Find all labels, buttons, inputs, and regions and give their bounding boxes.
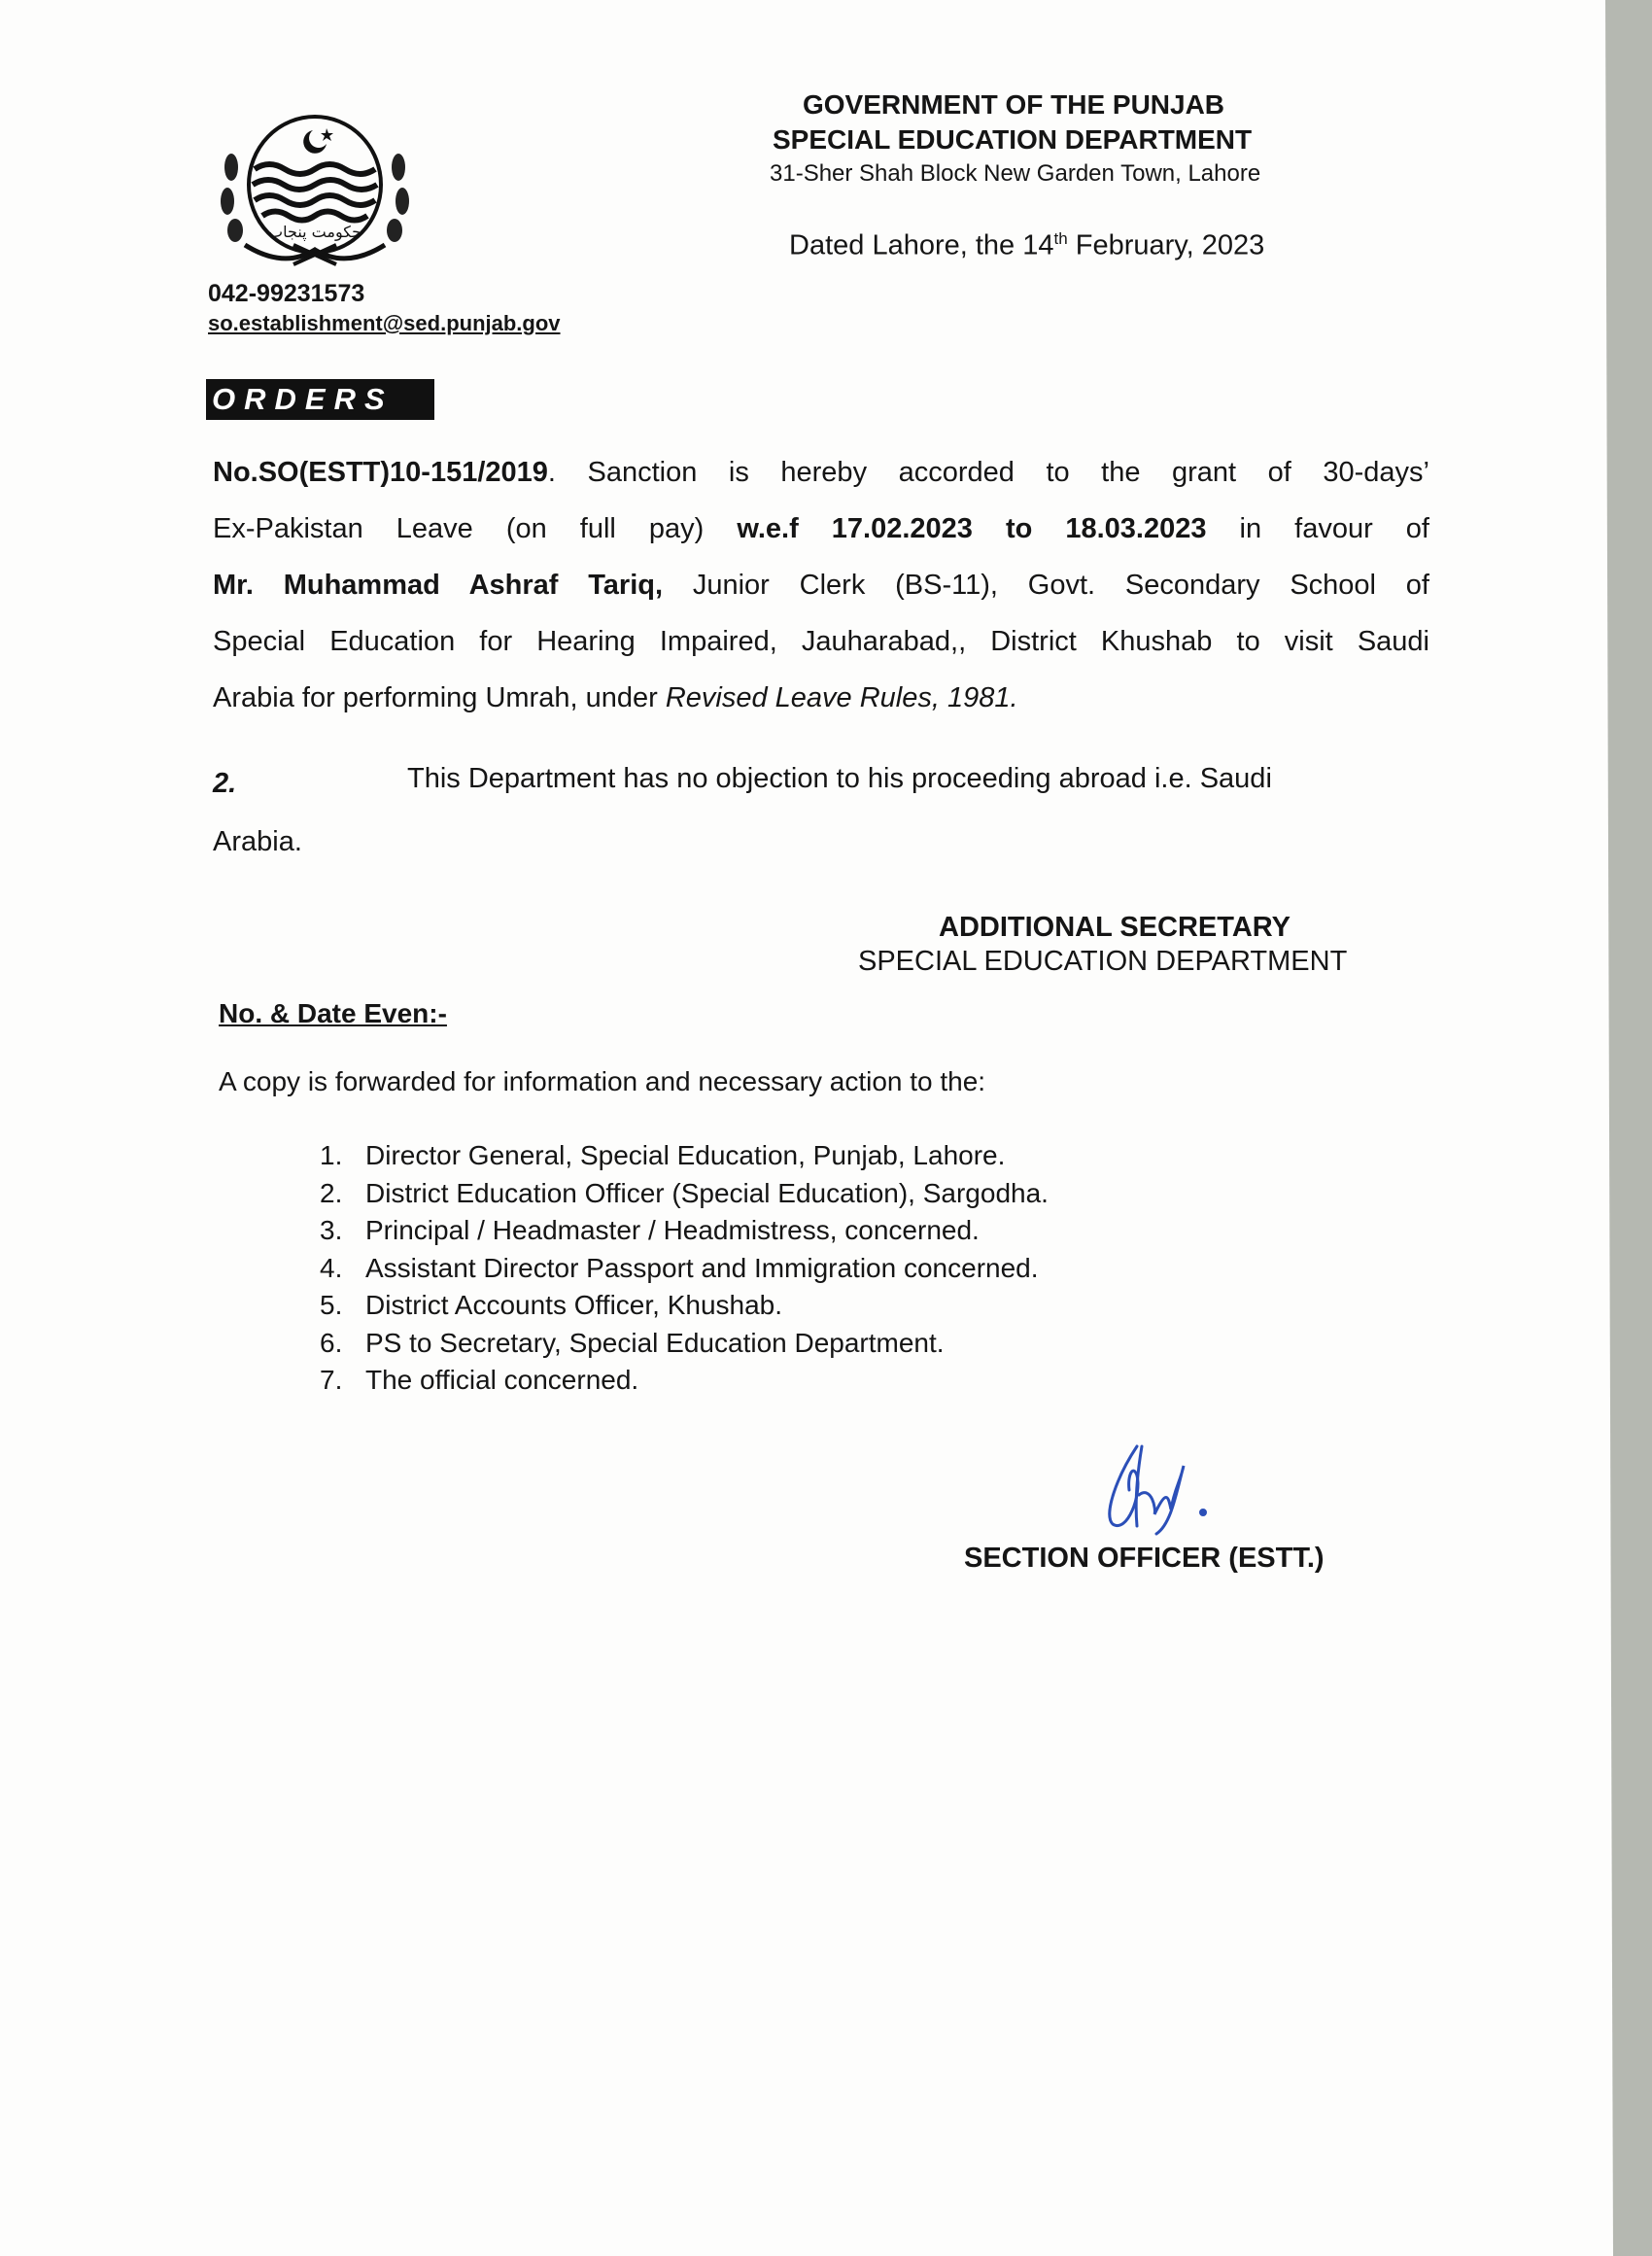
list-number: 4. <box>320 1252 343 1283</box>
list-number: 7. <box>320 1365 343 1395</box>
para1-text: Special Education for Hearing Impaired, Jauharabad,, District Khushab to visit Saudi <box>213 626 1429 657</box>
date-month-year: February, 2023 <box>1067 229 1265 261</box>
phone-number: 042-99231573 <box>208 280 365 307</box>
leave-period: w.e.f 17.02.2023 to 18.03.2023 <box>737 513 1207 544</box>
recipient: District Accounts Officer, Khushab. <box>365 1290 783 1320</box>
logo-urdu-text: حکومت پنجاب <box>268 223 361 241</box>
para1-text: in favour of <box>1206 513 1429 544</box>
list-number: 6. <box>320 1327 343 1358</box>
list-item <box>320 1325 1049 1363</box>
email-link[interactable]: so.establishment@sed.punjab.gov <box>208 311 561 335</box>
no-date-even-heading: No. & Date Even:- <box>219 998 447 1028</box>
address: 31-Sher Shah Block New Garden Town, Lahore <box>770 160 1261 187</box>
date-line <box>789 229 1264 262</box>
employee-name: Mr. Muhammad Ashraf Tariq, <box>213 570 664 601</box>
list-number: 2. <box>320 1177 343 1208</box>
recipient: The official concerned. <box>365 1365 639 1395</box>
recipient-list <box>320 1137 1049 1400</box>
para1-text: . Sanction is hereby accorded to the grant of 30-days’ <box>547 457 1429 488</box>
list-item <box>320 1137 1049 1175</box>
para2-text-cont: Arabia. <box>213 826 302 857</box>
para1-text: Ex-Pakistan Leave (on full pay) <box>213 513 738 544</box>
orders-label: ORDERS <box>206 379 434 420</box>
para1-text: Junior Clerk (BS-11), Govt. Secondary School of <box>663 570 1429 601</box>
handwritten-signature <box>1098 1437 1224 1548</box>
list-number: 3. <box>320 1215 343 1245</box>
additional-secretary-department: SPECIAL EDUCATION DEPARTMENT <box>858 946 1348 977</box>
recipient: Assistant Director Passport and Immigration concerned. <box>365 1252 1039 1283</box>
recipient: Director General, Special Education, Punjab, Lahore. <box>365 1140 1006 1170</box>
list-number: 5. <box>320 1290 343 1320</box>
para2-number: 2. <box>213 768 237 799</box>
list-item <box>320 1212 1049 1250</box>
list-item <box>320 1250 1049 1288</box>
list-item <box>320 1175 1049 1213</box>
para1-text: Arabia for performing Umrah, under <box>213 682 666 713</box>
copy-forwarded-intro: A copy is forwarded for information and necessary action to the: <box>219 1066 986 1096</box>
additional-secretary-title: ADDITIONAL SECRETARY <box>939 912 1291 943</box>
list-number: 1. <box>320 1140 343 1170</box>
recipient: District Education Officer (Special Education), Sargodha. <box>365 1177 1049 1208</box>
punjab-government-logo <box>216 109 414 269</box>
department-heading: SPECIAL EDUCATION DEPARTMENT <box>773 124 1253 155</box>
list-item <box>320 1287 1049 1325</box>
order-paragraph-1 <box>213 444 1429 726</box>
section-officer-title: SECTION OFFICER (ESTT.) <box>964 1543 1325 1574</box>
leave-rules: Revised Leave Rules, 1981. <box>665 682 1018 713</box>
date-text: Dated Lahore, the 14 <box>789 229 1054 261</box>
recipient: Principal / Headmaster / Headmistress, concerned. <box>365 1215 980 1245</box>
date-suffix: th <box>1053 229 1068 248</box>
reference-number: No.SO(ESTT)10-151/2019 <box>213 457 548 488</box>
para2-text: This Department has no objection to his proceeding abroad i.e. Saudi <box>407 763 1272 794</box>
list-item <box>320 1362 1049 1400</box>
government-heading: GOVERNMENT OF THE PUNJAB <box>803 89 1225 120</box>
scan-edge <box>1605 0 1652 2256</box>
recipient: PS to Secretary, Special Education Department. <box>365 1327 945 1358</box>
